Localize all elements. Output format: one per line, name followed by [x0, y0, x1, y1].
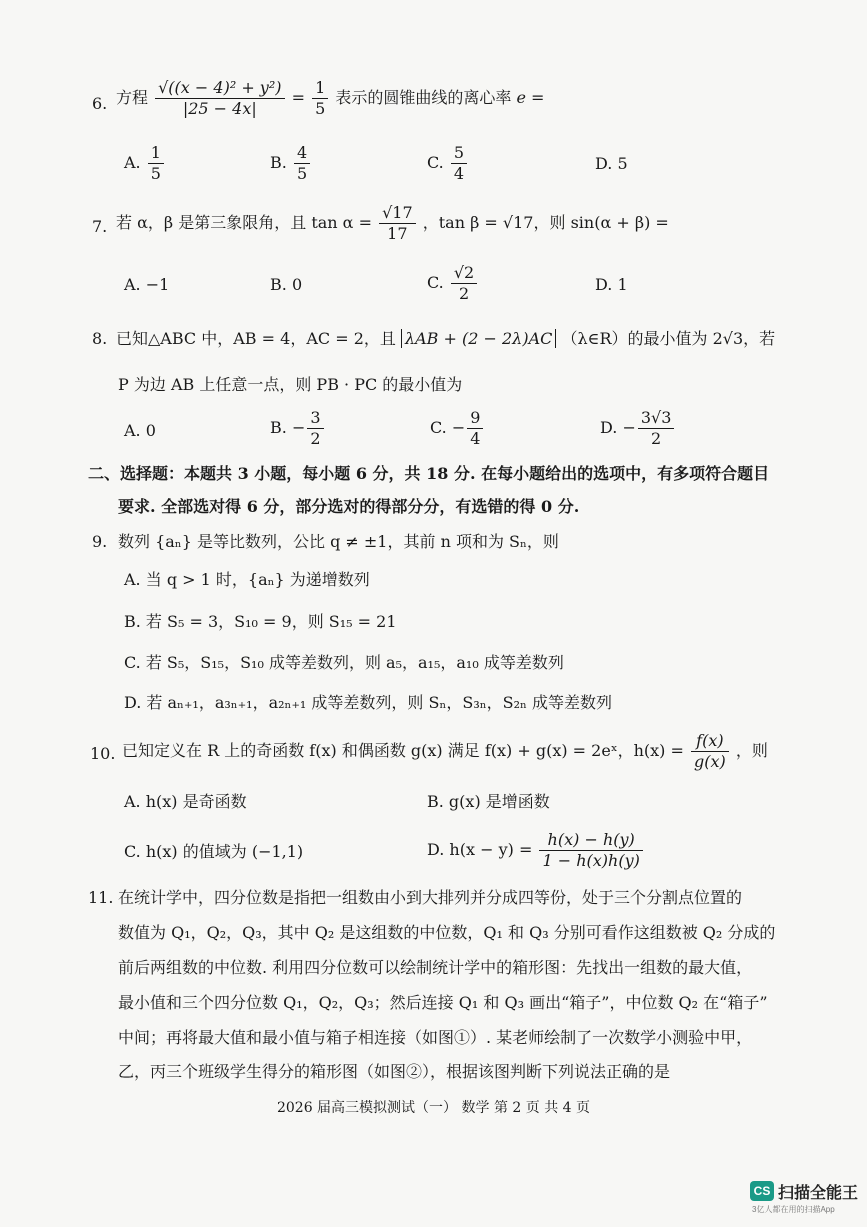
q11-line: 在统计学中，四分位数是指把一组数由小到大排列并分成四等份，处于三个分割点位置的	[118, 888, 743, 907]
option-sign: −	[451, 418, 466, 437]
q10-option-b: B. g(x) 是增函数	[427, 792, 550, 811]
option-den: 5	[296, 164, 308, 183]
option-num: 3	[307, 408, 323, 429]
option-num: 4	[294, 143, 310, 164]
q6-numerator: √((x − 4)² + y²)	[155, 78, 284, 99]
q10-option-a: A. h(x) 是奇函数	[124, 792, 247, 811]
q8-option-c	[430, 408, 485, 449]
q11-line: 乙，丙三个班级学生得分的箱形图（如图②），根据该图判断下列说法正确的是	[118, 1062, 671, 1081]
option-den: 5	[150, 164, 161, 183]
option-label: B.	[270, 275, 287, 294]
option-label: B.	[270, 153, 287, 172]
section-header-line2: 要求. 全部选对得 6 分，部分选对的得部分分，有选错的得 0 分.	[118, 497, 580, 516]
question-number: 10.	[90, 744, 116, 763]
q10-d-num: h(x) − h(y)	[539, 830, 642, 851]
question-7-stem	[116, 203, 669, 244]
page-footer: 2026 届高三模拟测试（一） 数学 第 2 页 共 4 页	[276, 1100, 591, 1116]
q6-rhs-den: 5	[315, 99, 326, 118]
option-num: 1	[148, 143, 164, 164]
camscanner-tagline: 3亿人都在用的扫描App	[752, 1205, 835, 1214]
q9-option-d: D. 若 aₙ₊₁，a₃ₙ₊₁，a₂ₙ₊₁ 成等差数列，则 Sₙ，S₃ₙ，S₂ₙ 成等差数列	[124, 693, 613, 712]
q11-line: 前后两组数的中位数. 利用四分位数可以绘制统计学中的箱形图：先找出一组数的最大值，	[118, 958, 753, 977]
q6-denominator: |25 − 4x|	[182, 99, 257, 118]
question-number: 6.	[92, 94, 108, 113]
section-header-line1: 二、选择题：本题共 3 小题，每小题 6 分，共 18 分. 在每小题给出的选项中，有多项符合题目	[88, 464, 770, 483]
q9-option-a: A. 当 q > 1 时，{aₙ} 为递增数列	[124, 570, 370, 589]
q6-option-d	[595, 154, 628, 173]
q10-frac-den: g(x)	[694, 752, 726, 771]
question-number: 9.	[92, 532, 108, 551]
q8-option-a	[124, 421, 156, 440]
question-9-stem: 数列 {aₙ} 是等比数列，公比 q ≠ ±1，其前 n 项和为 Sₙ，则	[118, 532, 559, 551]
option-value: 0	[291, 275, 303, 294]
q8-line1-a: 已知△ABC 中，AB = 4，AC = 2，且	[116, 329, 396, 348]
q7-frac-den: 17	[387, 224, 408, 243]
option-label: D.	[595, 275, 613, 294]
q6-option-b	[270, 143, 312, 184]
option-label: B.	[270, 418, 287, 437]
option-sign: −	[291, 418, 306, 437]
q10-frac-num: f(x)	[691, 731, 729, 752]
q10-d-den: 1 − h(x)h(y)	[542, 851, 640, 870]
option-label: C.	[427, 153, 444, 172]
q7-option-d	[595, 275, 628, 294]
option-num: 5	[451, 143, 467, 164]
option-label: D.	[600, 418, 618, 437]
option-label: C.	[427, 273, 444, 292]
option-value: −1	[145, 275, 170, 294]
q10-option-d	[427, 830, 645, 871]
q7-option-b	[270, 275, 302, 294]
q6-option-c	[427, 143, 469, 184]
q6-variable: e =	[516, 88, 545, 107]
q8-option-d	[600, 408, 676, 449]
option-value: 0	[145, 421, 156, 440]
option-label: A.	[124, 421, 141, 440]
q9-option-c: C. 若 S₅，S₁₅，S₁₀ 成等差数列，则 a₅，a₁₅，a₁₀ 成等差数列	[124, 653, 564, 672]
option-den: 2	[310, 429, 321, 448]
q8-line1-b: （λ∈R）的最小值为 2√3，若	[561, 329, 776, 348]
option-num: √2	[451, 263, 477, 284]
q6-option-a	[124, 143, 166, 184]
q11-line: 数值为 Q₁，Q₂，Q₃，其中 Q₂ 是这组数的中位数，Q₁ 和 Q₃ 分别可看作这组数被 Q₂ 分成的	[118, 923, 776, 942]
option-sign: −	[622, 418, 636, 437]
option-den: 2	[651, 429, 662, 448]
option-num: 3√3	[638, 408, 675, 429]
camscanner-logo-icon: CS	[750, 1181, 774, 1201]
option-num: 9	[467, 408, 483, 429]
q7-frac-num: √17	[379, 203, 416, 224]
question-8-line1	[116, 329, 775, 349]
q7-option-c	[427, 263, 479, 304]
q6-rhs-num: 1	[312, 78, 328, 99]
option-value: 5	[617, 154, 628, 173]
question-number: 8.	[92, 329, 108, 348]
q6-suffix: 表示的圆锥曲线的离心率	[335, 88, 512, 107]
q8-option-b	[270, 408, 326, 449]
question-number: 11.	[88, 888, 114, 907]
q11-line: 最小值和三个四分位数 Q₁，Q₂，Q₃；然后连接 Q₁ 和 Q₃ 画出“箱子”，中位数 Q₂ 在“箱子”	[118, 993, 768, 1012]
q6-prefix: 方程	[116, 88, 149, 107]
q10-option-c: C. h(x) 的值域为 (−1,1)	[124, 842, 304, 861]
q9-option-b: B. 若 S₅ = 3，S₁₀ = 9，则 S₁₅ = 21	[124, 612, 397, 631]
q6-equals: =	[291, 88, 305, 107]
q7-middle: ，tan β = √17，则 sin(α + β) =	[422, 213, 669, 232]
option-label: D.	[595, 154, 613, 173]
q10-stem-text: 已知定义在 R 上的奇函数 f(x) 和偶函数 g(x) 满足 f(x) + g(x) = 2eˣ，h(x) =	[122, 741, 684, 760]
question-6-stem	[116, 78, 544, 119]
q10-d-label: D. h(x − y) =	[427, 840, 533, 859]
question-number: 7.	[92, 217, 108, 236]
q6-rhs-fraction	[312, 78, 328, 119]
q8-abs-expression: λAB + (2 − 2λ)AC	[401, 329, 556, 348]
q10-stem-end: ，则	[735, 741, 768, 760]
option-den: 4	[470, 429, 481, 448]
option-label: C.	[430, 418, 447, 437]
option-den: 2	[458, 284, 470, 303]
option-value: 1	[617, 275, 628, 294]
q6-fraction	[155, 78, 284, 119]
question-10-stem	[122, 731, 768, 772]
q11-line: 中间；再将最大值和最小值与箱子相连接（如图①）. 某老师绘制了一次数学小测验中甲，	[118, 1028, 753, 1047]
option-label: A.	[124, 153, 141, 172]
question-8-line2: P 为边 AB 上任意一点，则 PB · PC 的最小值为	[118, 375, 463, 394]
option-label: A.	[124, 275, 141, 294]
option-den: 4	[453, 164, 465, 183]
q7-prefix: 若 α，β 是第三象限角，且 tan α =	[116, 213, 372, 232]
q7-option-a	[124, 275, 169, 294]
camscanner-name: 扫描全能王	[778, 1185, 859, 1202]
